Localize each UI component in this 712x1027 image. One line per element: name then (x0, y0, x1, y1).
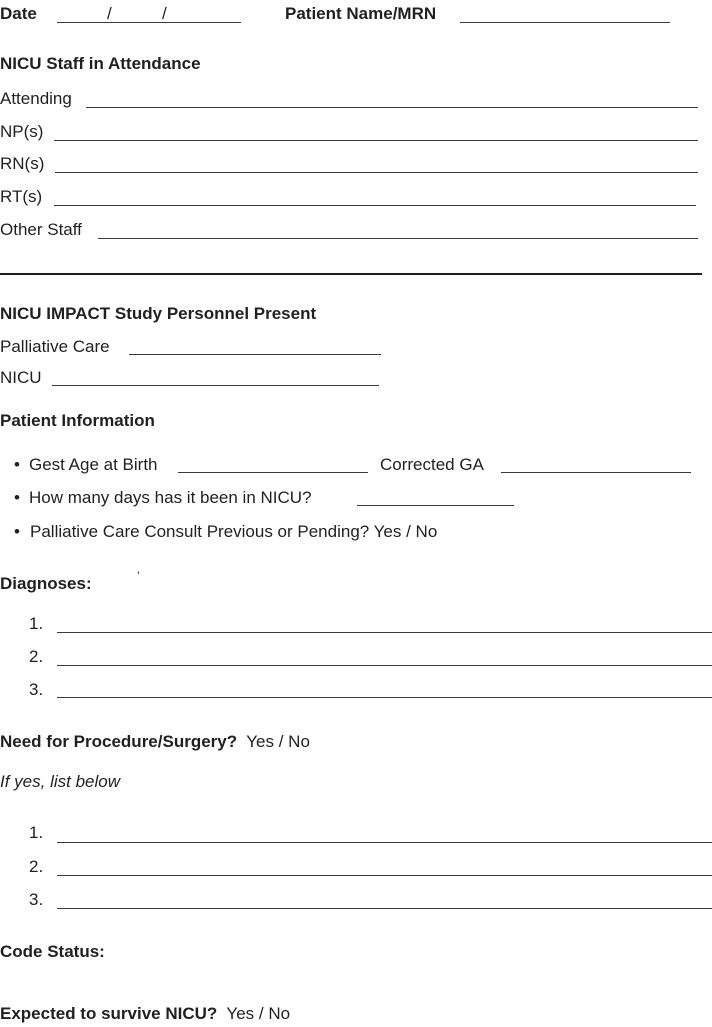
diagnosis-number: 1. (29, 614, 44, 633)
diagnosis-field-3[interactable] (57, 697, 712, 698)
stray-mark: ’ (137, 569, 140, 583)
procedure-instruction: If yes, list below (0, 772, 120, 791)
palliative-care-label: Palliative Care (0, 337, 110, 356)
date-label: Date (0, 4, 37, 23)
diagnosis-number: 2. (29, 647, 44, 666)
procedure-field-2[interactable] (57, 875, 712, 876)
survival-options[interactable]: Yes / No (226, 1004, 291, 1023)
rt-field[interactable] (54, 205, 696, 206)
date-separator: / (107, 4, 112, 23)
nicu-field[interactable] (52, 385, 379, 386)
procedure-question (0, 732, 310, 752)
procedure-number: 2. (29, 857, 44, 876)
gest-age-label: Gest Age at Birth (29, 455, 158, 474)
patient-name-field[interactable] (460, 22, 670, 23)
corrected-ga-label: Corrected GA (380, 455, 484, 474)
rn-field[interactable] (55, 172, 698, 173)
date-field[interactable] (57, 22, 241, 23)
days-in-nicu-label: How many days has it been in NICU? (29, 488, 312, 507)
rn-label: RN(s) (0, 154, 45, 173)
procedure-heading: Need for Procedure/Surgery? (0, 732, 238, 751)
corrected-ga-field[interactable] (501, 472, 691, 473)
other-staff-label: Other Staff (0, 220, 82, 239)
patient-name-label: Patient Name/MRN (285, 4, 437, 23)
np-field[interactable] (54, 140, 698, 141)
procedure-field-3[interactable] (57, 908, 712, 909)
bullet: • (14, 522, 20, 541)
study-personnel-heading: NICU IMPACT Study Personnel Present (0, 304, 317, 323)
attending-field[interactable] (86, 107, 698, 108)
date-separator: / (162, 4, 167, 23)
diagnosis-number: 3. (29, 680, 44, 699)
section-divider (0, 273, 702, 275)
other-staff-field[interactable] (98, 238, 698, 239)
palliative-consult-question[interactable]: Palliative Care Consult Previous or Pending? Yes / No (30, 522, 438, 541)
diagnoses-heading: Diagnoses: (0, 574, 92, 593)
procedure-number: 3. (29, 890, 44, 909)
attending-label: Attending (0, 89, 72, 108)
procedure-field-1[interactable] (57, 842, 712, 843)
gest-age-field[interactable] (178, 472, 368, 473)
np-label: NP(s) (0, 122, 44, 141)
patient-info-heading: Patient Information (0, 411, 155, 430)
nicu-label: NICU (0, 368, 42, 387)
procedure-number: 1. (29, 823, 44, 842)
palliative-care-field[interactable] (129, 354, 381, 355)
survival-question (0, 1004, 290, 1024)
procedure-options[interactable]: Yes / No (246, 732, 310, 751)
bullet: • (14, 455, 20, 474)
rt-label: RT(s) (0, 187, 43, 206)
diagnosis-field-1[interactable] (57, 632, 712, 633)
code-status-heading: Code Status: (0, 942, 105, 961)
days-in-nicu-field[interactable] (357, 505, 514, 506)
staff-heading: NICU Staff in Attendance (0, 54, 201, 73)
bullet: • (14, 488, 20, 507)
diagnosis-field-2[interactable] (57, 665, 712, 666)
survival-heading: Expected to survive NICU? (0, 1004, 218, 1023)
